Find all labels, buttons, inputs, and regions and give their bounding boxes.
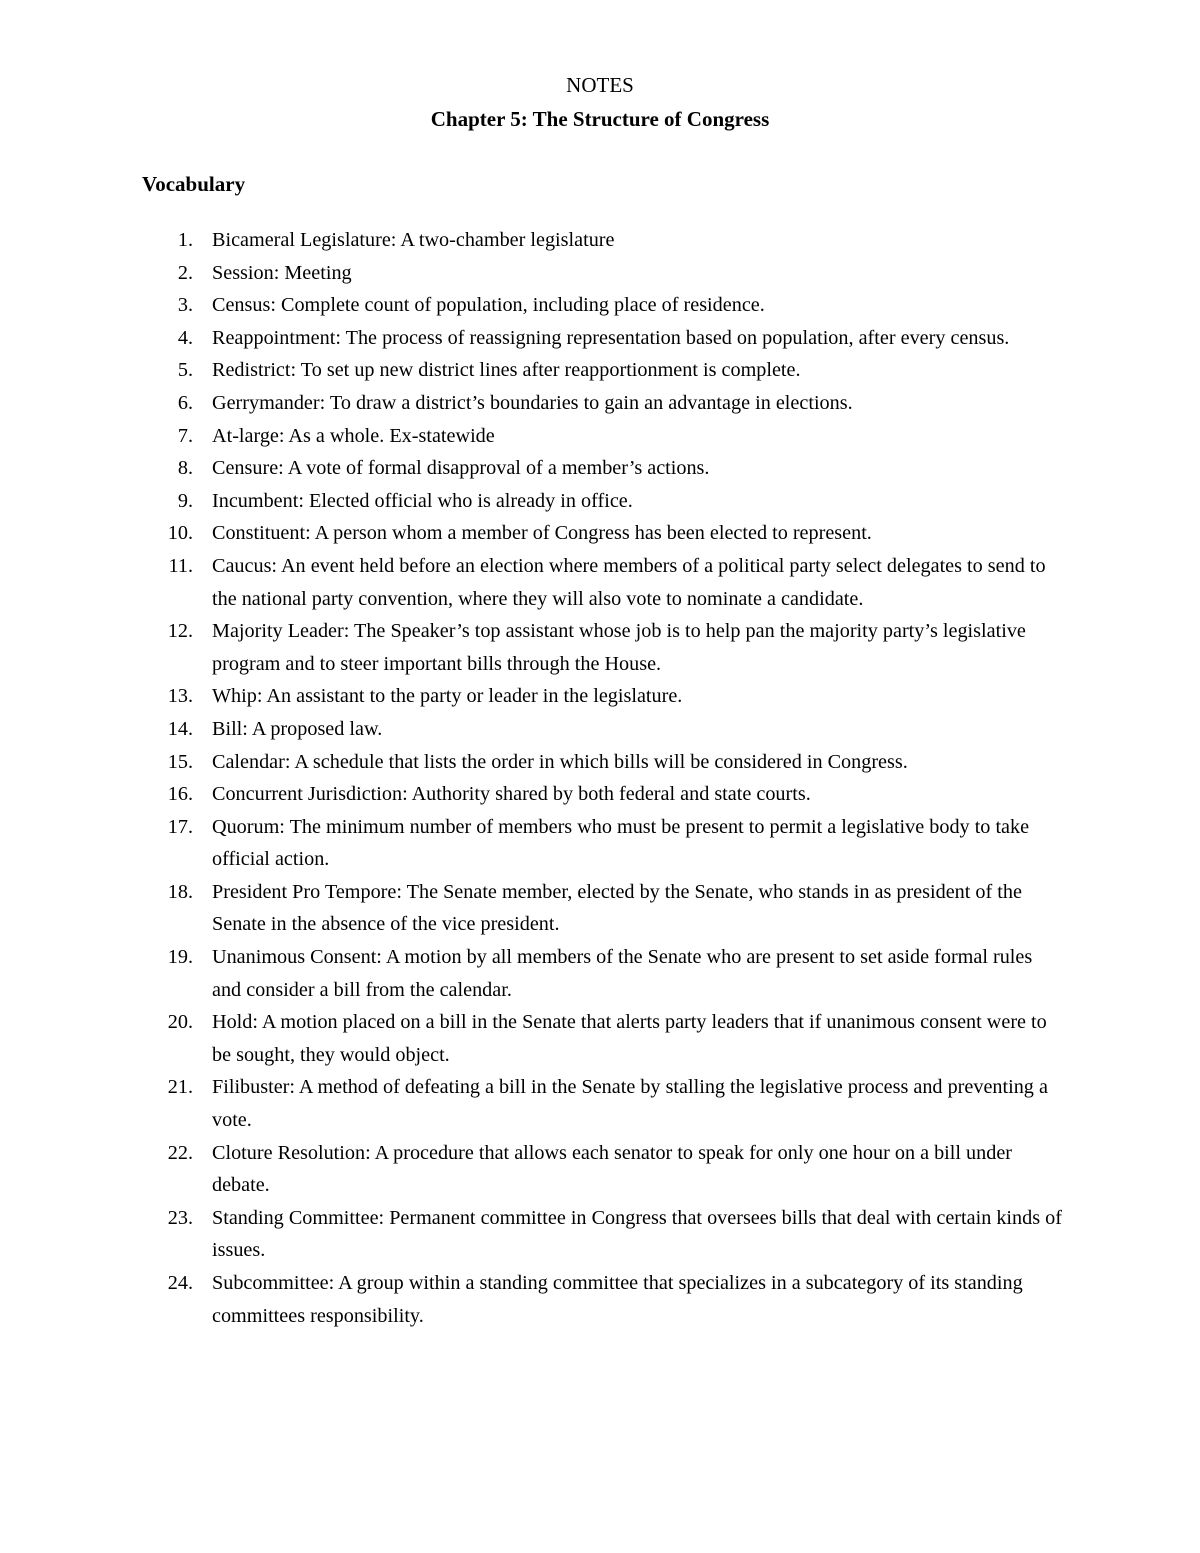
item-text: Session: Meeting	[212, 261, 352, 284]
item-text: Censure: A vote of formal disapproval of a member’s actions.	[212, 457, 710, 480]
item-number: 17.	[167, 815, 193, 838]
item-number: 21.	[167, 1076, 193, 1099]
item-number: 4.	[177, 326, 193, 349]
vocab-item	[0, 354, 1062, 387]
vocab-item	[0, 517, 1062, 550]
vocabulary-list	[0, 224, 1200, 1332]
vocab-item	[0, 941, 1062, 1006]
vocab-item	[0, 876, 1062, 941]
item-text: Bill: A proposed law.	[212, 717, 383, 740]
vocab-item	[0, 680, 1062, 713]
item-number: 19.	[167, 946, 193, 969]
item-text: Quorum: The minimum number of members who must be present to permit a legislative body to take official action.	[212, 815, 1030, 871]
item-text: President Pro Tempore: The Senate member, elected by the Senate, who stands in as president of the Senate in the absence of the vice president.	[212, 880, 1022, 936]
item-number: 9.	[177, 489, 193, 512]
document-title: NOTES	[566, 73, 634, 97]
vocab-item	[0, 1137, 1062, 1202]
vocab-item	[0, 1267, 1062, 1332]
item-text: Bicameral Legislature: A two-chamber legislature	[212, 229, 615, 251]
vocab-item	[0, 1006, 1062, 1071]
item-text: Filibuster: A method of defeating a bill in the Senate by stalling the legislative process and preventing a vote.	[212, 1076, 1048, 1132]
item-text: Standing Committee: Permanent committee in Congress that oversees bills that deal with certain kinds of issues.	[212, 1206, 1062, 1262]
item-text: Constituent: A person whom a member of Congress has been elected to represent.	[212, 522, 872, 545]
item-number: 15.	[167, 750, 193, 773]
item-text: Redistrict: To set up new district lines after reapportionment is complete.	[212, 359, 801, 382]
item-text: At-large: As a whole. Ex-statewide	[212, 424, 495, 447]
item-number: 1.	[177, 229, 193, 251]
vocab-item	[0, 420, 1062, 453]
item-text: Gerrymander: To draw a district’s boundaries to gain an advantage in elections.	[212, 391, 853, 414]
item-text: Reappointment: The process of reassigning representation based on population, after every census.	[212, 326, 1010, 349]
item-text: Caucus: An event held before an election where members of a political party select delegates to send to the national party convention, where they will also vote to nominate a candidate.	[212, 554, 1046, 610]
item-number: 3.	[177, 294, 193, 317]
vocab-item	[0, 713, 1062, 746]
item-number: 2.	[177, 261, 193, 284]
item-text: Cloture Resolution: A procedure that allows each senator to speak for only one hour on a bill under debate.	[212, 1141, 1013, 1197]
vocab-item	[0, 1071, 1062, 1136]
vocab-item	[0, 1202, 1062, 1267]
item-number: 14.	[167, 717, 193, 740]
item-text: Census: Complete count of population, including place of residence.	[212, 294, 765, 317]
item-number: 16.	[167, 783, 193, 806]
vocab-item	[0, 387, 1062, 420]
vocab-item	[0, 485, 1062, 518]
item-number: 13.	[167, 685, 193, 708]
item-text: Majority Leader: The Speaker’s top assistant whose job is to help pan the majority party’s legislative program and to steer important bills through the House.	[212, 620, 1026, 675]
item-number: 20.	[167, 1011, 193, 1034]
item-number: 18.	[167, 880, 193, 903]
item-number: 12.	[167, 620, 193, 643]
item-text: Concurrent Jurisdiction: Authority shared by both federal and state courts.	[212, 783, 811, 806]
item-text: Subcommittee: A group within a standing committee that specializes in a subcategory of its standing committees responsibility.	[212, 1272, 1023, 1327]
vocab-item	[0, 452, 1062, 485]
item-number: 11.	[168, 554, 193, 577]
chapter-subtitle: Chapter 5: The Structure of Congress	[430, 107, 770, 131]
item-number: 5.	[177, 359, 193, 382]
vocab-item	[0, 224, 1062, 257]
item-number: 7.	[177, 424, 193, 447]
item-number: 24.	[167, 1272, 193, 1294]
item-text: Hold: A motion placed on a bill in the Senate that alerts party leaders that if unanimous consent were to be sought, they would object.	[212, 1011, 1047, 1066]
item-number: 22.	[167, 1141, 193, 1164]
vocab-item	[0, 615, 1062, 680]
item-number: 8.	[177, 457, 193, 480]
vocab-item	[0, 289, 1062, 322]
vocab-item	[0, 778, 1062, 811]
section-heading: Vocabulary	[142, 172, 246, 196]
vocab-item	[0, 257, 1062, 290]
item-text: Unanimous Consent: A motion by all members of the Senate who are present to set aside formal rules and consider a bill from the calendar.	[212, 946, 1033, 1001]
vocab-item	[0, 550, 1062, 615]
item-number: 10.	[167, 522, 193, 545]
vocab-item	[0, 322, 1062, 355]
vocab-item	[0, 746, 1062, 779]
item-text: Calendar: A schedule that lists the order in which bills will be considered in Congress.	[212, 750, 908, 773]
item-text: Incumbent: Elected official who is already in office.	[212, 489, 633, 512]
item-number: 6.	[177, 391, 193, 414]
item-number: 23.	[167, 1206, 193, 1229]
item-text: Whip: An assistant to the party or leader in the legislature.	[212, 685, 683, 708]
vocab-item	[0, 811, 1062, 876]
